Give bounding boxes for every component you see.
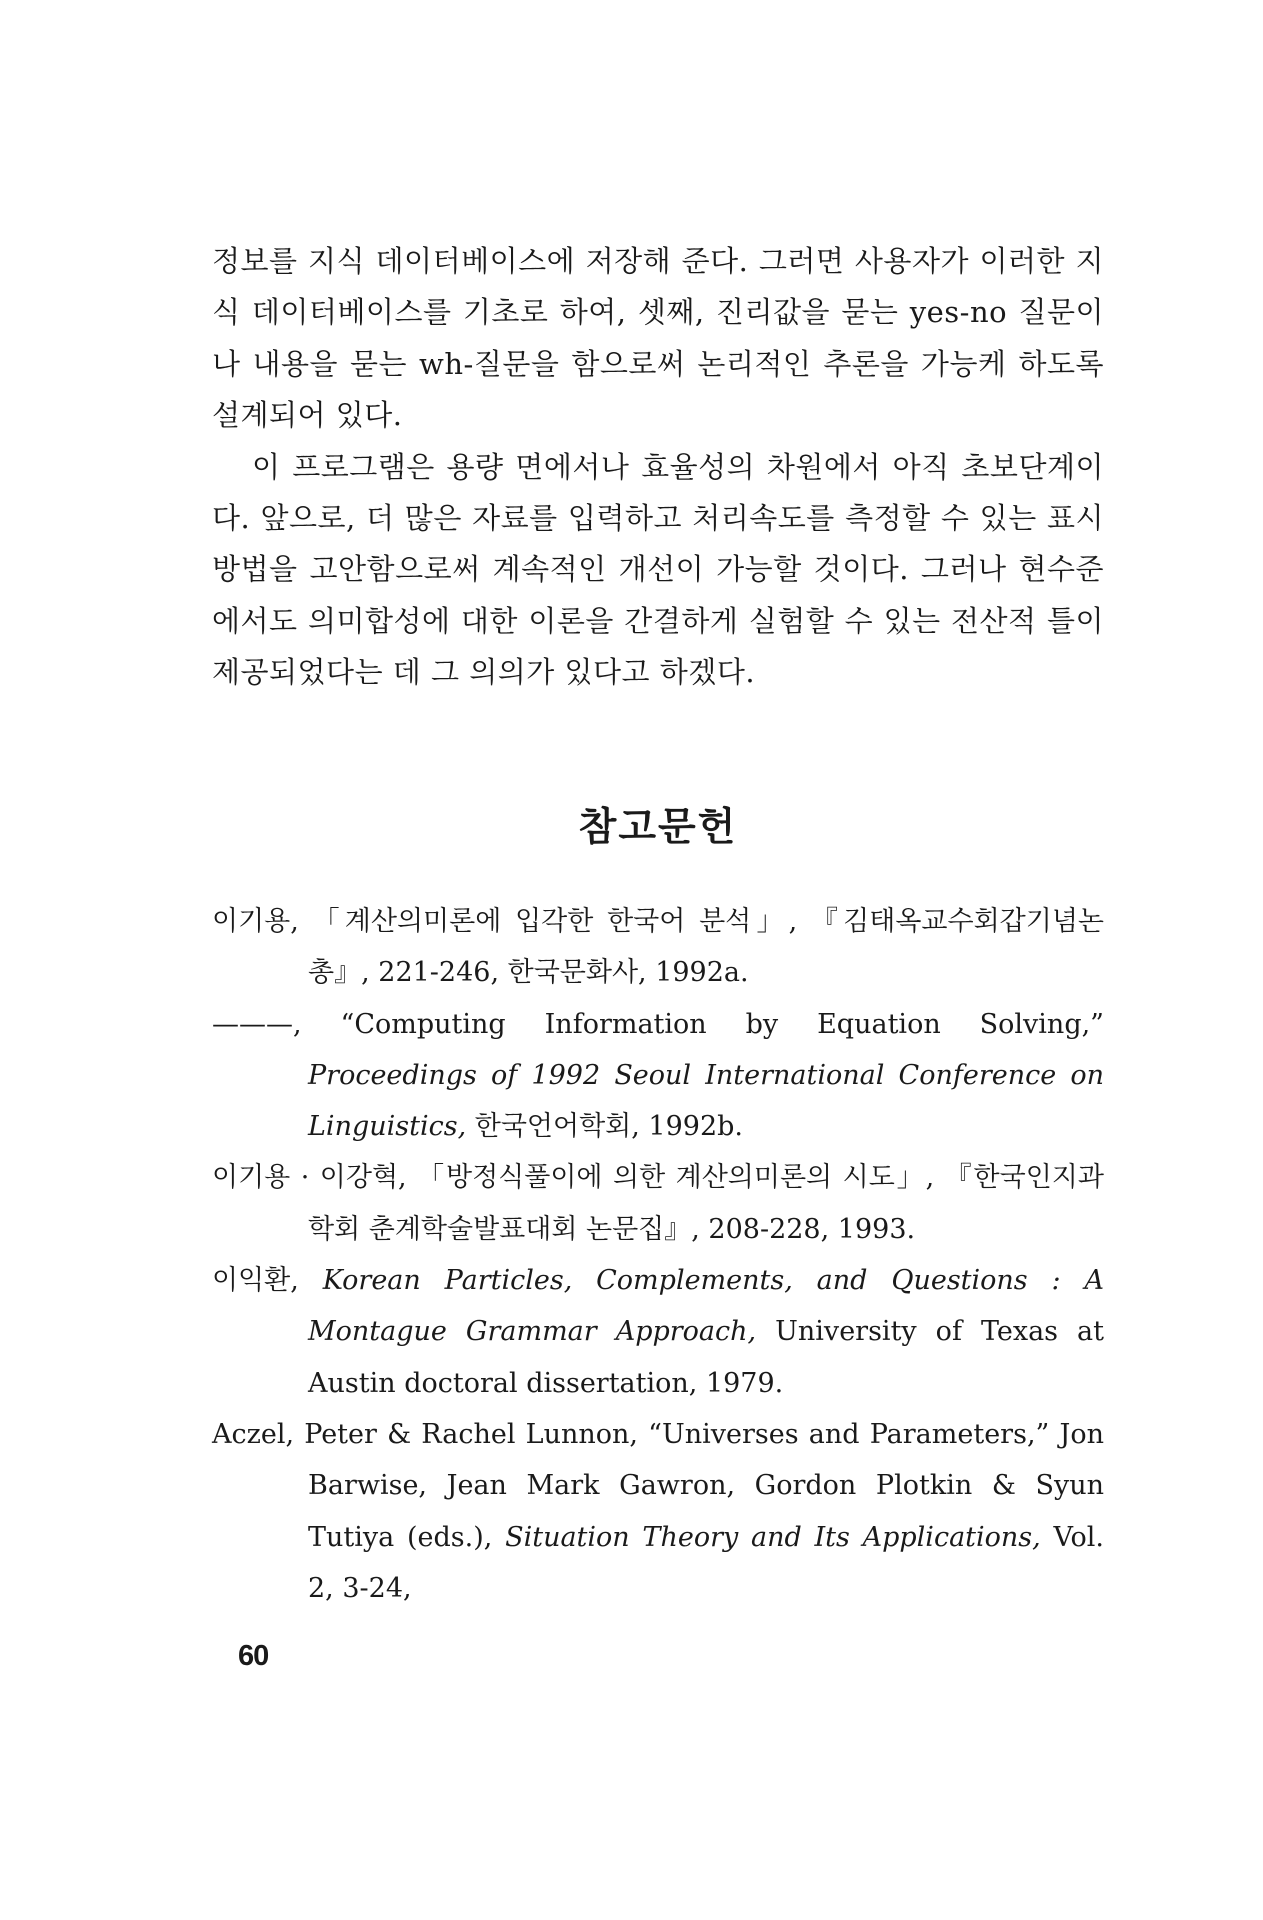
section-title: 참고문헌 — [578, 805, 738, 850]
reference-details: University of Texas at Austin doctoral dissertation, 1979. — [308, 1316, 1104, 1399]
reference-author: ———, — [212, 1008, 302, 1040]
reference-author: Aczel, — [212, 1418, 295, 1450]
reference-venue: 『한국인지과학회 춘계학술발표대회 논문집』, — [308, 1162, 1104, 1245]
reference-details: Vol. 2, 3-24, — [308, 1521, 1104, 1604]
paragraph-1: 정보를 지식 데이터베이스에 저장해 준다. 그러면 사용자가 이러한 지식 데이터베이스를 기초로 하여, 셋째, 진리값을 묻는 yes-no 질문이나 내용을 묻는 wh-질문을 함으로써 논리적인 추론을 가능케 하도록 설계되어 있다. — [212, 244, 1104, 433]
reference-venue: Proceedings of 1992 Seoul International Conference on Linguistics, — [308, 1059, 1104, 1143]
body-text — [212, 236, 1104, 699]
reference-author: 이기용, — [212, 906, 299, 937]
reference-item — [212, 1152, 1104, 1255]
reference-list — [212, 896, 1104, 1614]
reference-details: 한국언어학회, 1992b. — [474, 1111, 744, 1143]
reference-venue: 『김태옥교수회갑기념논총』, — [308, 906, 1105, 989]
reference-venue: Korean Particles, Complements, and Questions : A Montague Grammar Approach, — [308, 1265, 1104, 1348]
reference-title: “Computing Information by Equation Solving,” — [340, 1008, 1104, 1040]
reference-details: 221-246, 한국문화사, 1992a. — [378, 957, 749, 989]
reference-item — [212, 999, 1104, 1153]
page-number: 60 — [238, 1640, 269, 1672]
reference-title: 「계산의미론에 입각한 한국어 분석」, — [312, 906, 798, 937]
reference-title: Peter & Rachel Lunnon, “Universes and Parameters,” Jon Barwise, Jean Mark Gawron, Gordon Plotkin & Syun Tutiya (eds.), — [304, 1418, 1104, 1553]
reference-item — [212, 1409, 1104, 1614]
reference-title: 「방정식풀이에 의한 계산의미론의 시도」, — [417, 1162, 935, 1194]
reference-venue: Situation Theory and Its Applications, — [505, 1521, 1041, 1553]
reference-author: 이익환, — [212, 1265, 299, 1297]
reference-author: 이기용 · 이강혁, — [212, 1162, 407, 1194]
reference-item — [212, 1255, 1104, 1409]
paragraph-2: 이 프로그램은 용량 면에서나 효율성의 차원에서 아직 초보단계이다. 앞으로, 더 많은 자료를 입력하고 처리속도를 측정할 수 있는 표시방법을 고안함으로써 계속적인 개선이 가능할 것이다. 그러나 현수준에서도 의미합성에 대한 이론을 간결하게 실험할 수 있는 전산적 틀이 제공되었다는 데 그 의의가 있다고 하겠다. — [212, 449, 1104, 690]
reference-details: 208-228, 1993. — [708, 1213, 916, 1245]
reference-item — [212, 896, 1104, 999]
